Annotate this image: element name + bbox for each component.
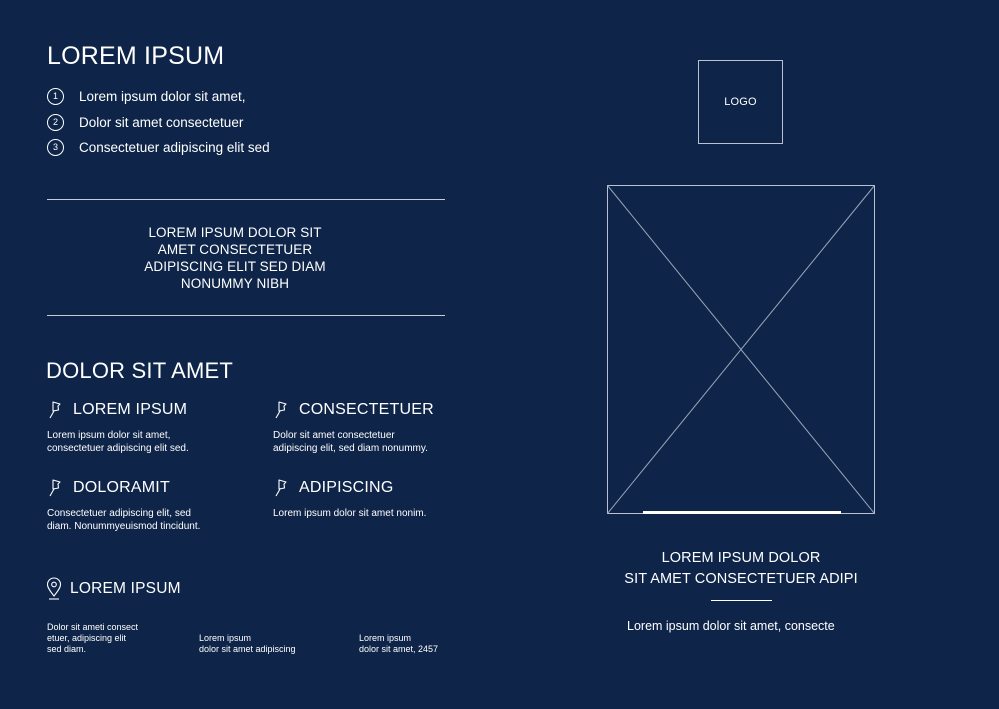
step-text: Lorem ipsum dolor sit amet, bbox=[79, 89, 246, 105]
feature-description bbox=[273, 507, 458, 520]
contact-line: dolor sit amet adipiscing bbox=[199, 644, 296, 654]
section-title: DOLOR SIT AMET bbox=[46, 358, 233, 383]
contact-line: dolor sit amet, 2457 bbox=[359, 644, 439, 654]
pull-quote-line: LOREM IPSUM DOLOR SIT bbox=[148, 225, 322, 240]
divider-top bbox=[47, 199, 445, 200]
image-placeholder-icon bbox=[607, 185, 875, 514]
feature-block bbox=[47, 399, 277, 455]
caption-divider bbox=[711, 600, 772, 601]
page-title: LOREM IPSUM bbox=[47, 42, 225, 70]
step-text: Dolor sit amet consectetuer bbox=[79, 114, 244, 130]
pushpin-icon bbox=[47, 479, 63, 497]
feature-block bbox=[273, 399, 503, 455]
contact-line: etuer, adipiscing elit bbox=[47, 633, 127, 643]
pushpin-icon bbox=[273, 401, 289, 419]
feature-title: DOLORAMIT bbox=[73, 479, 170, 496]
step-number-badge: 2 bbox=[47, 114, 64, 131]
feature-title: LOREM IPSUM bbox=[73, 401, 188, 418]
list-item bbox=[47, 110, 270, 136]
pull-quote-line: AMET CONSECTETUER bbox=[157, 242, 313, 257]
feature-description bbox=[47, 507, 232, 533]
contact-line: Dolor sit ameti consect bbox=[47, 622, 139, 632]
divider-bottom bbox=[47, 315, 445, 316]
image-caption bbox=[607, 548, 875, 590]
feature-title: ADIPISCING bbox=[299, 479, 394, 496]
contact-line: Lorem ipsum bbox=[359, 633, 412, 643]
feature-block bbox=[47, 477, 277, 533]
feature-header bbox=[273, 477, 503, 499]
pushpin-icon bbox=[273, 479, 289, 497]
location-title: LOREM IPSUM bbox=[70, 580, 181, 597]
step-number-badge: 3 bbox=[47, 139, 64, 156]
step-number-badge: 1 bbox=[47, 88, 64, 105]
contact-info bbox=[199, 633, 296, 655]
caption-line: LOREM IPSUM DOLOR bbox=[661, 550, 821, 566]
feature-header bbox=[47, 399, 277, 421]
map-pin-icon bbox=[46, 577, 62, 601]
location-header bbox=[46, 577, 181, 601]
numbered-list bbox=[47, 84, 270, 161]
contact-line: sed diam. bbox=[47, 644, 87, 654]
feature-description-line: Consectetuer adipiscing elit, sed bbox=[47, 508, 191, 519]
caption-body-text: Lorem ipsum dolor sit amet, consecte bbox=[627, 619, 835, 633]
image-caption-bar bbox=[643, 511, 841, 514]
pull-quote-line: NONUMMY NIBH bbox=[180, 276, 290, 291]
feature-description-line: Lorem ipsum dolor sit amet nonim. bbox=[273, 508, 427, 519]
pull-quote bbox=[47, 224, 423, 292]
feature-description bbox=[47, 429, 232, 455]
step-text: Consectetuer adipiscing elit sed bbox=[79, 140, 270, 156]
list-item bbox=[47, 135, 270, 161]
list-item bbox=[47, 84, 270, 110]
pull-quote-line: ADIPISCING ELIT SED DIAM bbox=[144, 259, 326, 274]
feature-block bbox=[273, 477, 503, 520]
feature-header bbox=[47, 477, 277, 499]
pushpin-icon bbox=[47, 401, 63, 419]
logo-placeholder: LOGO bbox=[698, 60, 783, 144]
contact-phone bbox=[359, 633, 438, 655]
feature-header bbox=[273, 399, 503, 421]
feature-description-line: adipiscing elit, sed diam nonummy. bbox=[273, 443, 428, 454]
feature-title: CONSECTETUER bbox=[299, 401, 434, 418]
feature-description-line: Dolor sit amet consectetuer bbox=[273, 430, 395, 441]
contact-address bbox=[47, 622, 138, 655]
contact-line: Lorem ipsum bbox=[199, 633, 252, 643]
feature-description-line: consectetuer adipiscing elit sed. bbox=[47, 443, 189, 454]
feature-description-line: diam. Nonummyeuismod tincidunt. bbox=[47, 521, 201, 532]
feature-description bbox=[273, 429, 458, 455]
caption-line: SIT AMET CONSECTETUER ADIPI bbox=[624, 571, 858, 587]
feature-description-line: Lorem ipsum dolor sit amet, bbox=[47, 430, 171, 441]
